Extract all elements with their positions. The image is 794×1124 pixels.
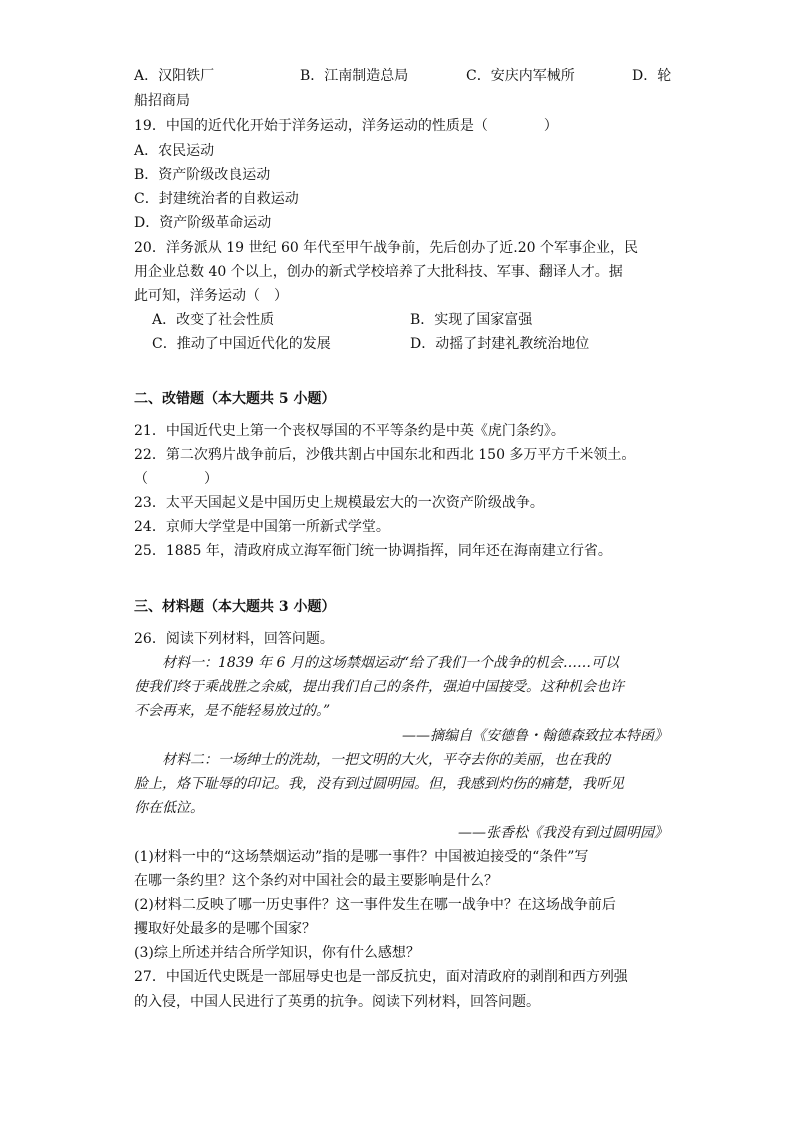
q20-stem-line-2: 用企业总数 40 个以上，创办的新式学校培养了大批科技、军事、翻译人才。据: [134, 264, 623, 280]
material-2-line-3: 你在低泣。: [134, 800, 204, 816]
q18-option-c: C．安庆内军械所: [466, 68, 575, 84]
q20-option-c: C．推动了中国近代化的发展: [152, 336, 331, 352]
q25: 25．1885 年，清政府成立海军衙门统一协调指挥，同年还在海南建立行省。: [134, 543, 612, 559]
q18-option-d-continued: 船招商局: [134, 93, 190, 109]
q26-sub-2-line-2: 攫取好处最多的是哪个国家？: [134, 921, 316, 937]
q19-stem: 19．中国的近代化开始于洋务运动，洋务运动的性质是（ ）: [134, 118, 558, 134]
material-1-line-2: 使我们终于乘战胜之余威，提出我们自己的条件，强迫中国接受。这种机会也许: [134, 679, 624, 695]
q22-line-1: 22．第二次鸦片战争前后，沙俄共割占中国东北和西北 150 多万平方千米领土。: [134, 447, 636, 463]
material-2-line-1: 材料二：一场绅士的洗劫，一把文明的大火，平夺去你的美丽，也在我的: [162, 752, 610, 768]
q27-line-1: 27．中国近代史既是一部屈辱史也是一部反抗史，面对清政府的剥削和西方列强: [134, 969, 628, 985]
q19-option-d: D．资产阶级革命运动: [134, 215, 272, 231]
q20-stem-line-3: 此可知，洋务运动（ ）: [134, 288, 288, 304]
material-1-source: ——摘编自《安德鲁・翰德森致拉本特函》: [402, 728, 668, 744]
q20-option-d: D．动摇了封建礼教统治地位: [410, 336, 590, 352]
q21: 21．中国近代史上第一个丧权辱国的不平等条约是中英《虎门条约》。: [134, 423, 565, 439]
material-1-line-1: 材料一：1839 年 6 月的这场禁烟运动“给了我们一个战争的机会……可以: [162, 655, 620, 671]
q26-sub-1-line-1: (1)材料一中的“这场禁烟运动”指的是哪一事件？中国被迫接受的“条件”写: [134, 849, 589, 865]
q19-option-b: B．资产阶级改良运动: [134, 167, 271, 183]
q24: 24．京师大学堂是中国第一所新式学堂。: [134, 519, 390, 535]
q22-line-2: （ ）: [134, 471, 218, 487]
material-1-line-3: 不会再来，是不能轻易放过的。”: [134, 703, 331, 719]
q20-option-a: A．改变了社会性质: [152, 312, 275, 328]
q26-sub-1-line-2: 在哪一条约里？这个条约对中国社会的最主要影响是什么？: [134, 873, 498, 889]
q19-option-a: A．农民运动: [134, 143, 215, 159]
q26-sub-2-line-1: (2)材料二反映了哪一历史事件？这一事件发生在哪一战争中？在这场战争前后: [134, 897, 616, 913]
q26-stem: 26．阅读下列材料，回答问题。: [134, 631, 334, 647]
q20-option-b: B．实现了国家富强: [410, 312, 533, 328]
section-3-heading: 三、材料题（本大题共 3 小题）: [134, 599, 336, 615]
material-2-line-2: 脸上，烙下耻辱的印记。我，没有到过圆明园。但，我感到灼伤的痛楚，我听见: [134, 776, 624, 792]
q27-line-2: 的入侵，中国人民进行了英勇的抗争。阅读下列材料，回答问题。: [134, 994, 540, 1010]
q18-option-a: A．汉阳铁厂: [134, 68, 215, 84]
q18-option-b: B．江南制造总局: [300, 68, 409, 84]
q26-sub-3: (3)综上所述并结合所学知识，你有什么感想？: [134, 945, 420, 961]
section-2-heading: 二、改错题（本大题共 5 小题）: [134, 391, 336, 407]
q19-option-c: C．封建统治者的自救运动: [134, 191, 299, 207]
material-2-source: ——张香松《我没有到过圆明园》: [458, 825, 668, 841]
q18-option-d: D．轮: [632, 68, 672, 84]
q20-stem-line-1: 20．洋务派从 19 世纪 60 年代至甲午战争前，先后创办了近.20 个军事企业，民: [134, 240, 638, 256]
q23: 23．太平天国起义是中国历史上规模最宏大的一次资产阶级战争。: [134, 495, 544, 511]
